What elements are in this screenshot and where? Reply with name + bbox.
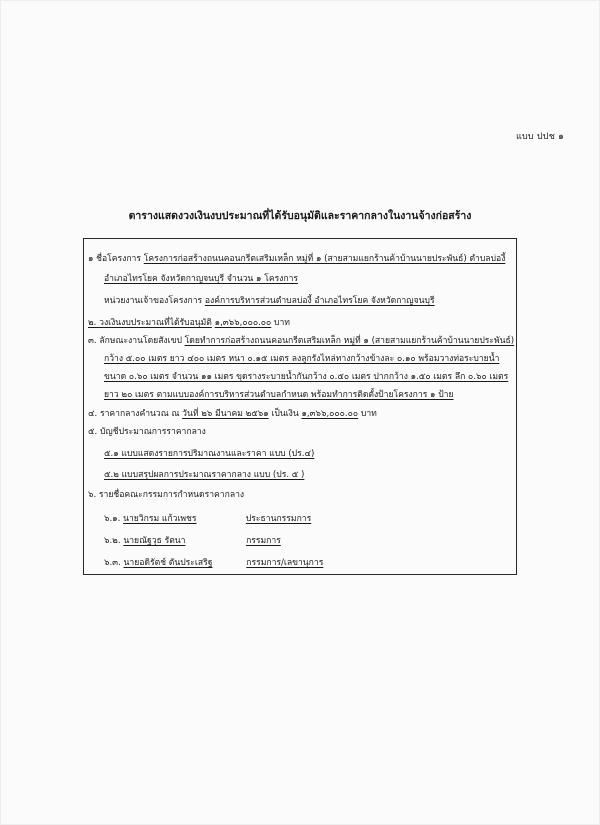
agency-label: หน่วยงานเจ้าของโครงการ [104, 296, 203, 306]
scope-label: ๓. ลักษณะงานโดยสังเขป [88, 336, 182, 346]
committee-label: ๖. รายชื่อคณะกรรมการกำหนดราคากลาง [88, 490, 245, 500]
median-price-date: วันที่ ๒๖ มีนาคม ๒๕๖๑ [182, 409, 269, 419]
committee-member [104, 536, 281, 547]
item1-line2: อำเภอไทรโยค จังหวัดกาญจนบุรี จำนวน ๑ โครงการ [104, 274, 299, 284]
member-no: ๖.๑. [104, 514, 121, 524]
member-no: ๖.๒. [104, 536, 121, 546]
member-name: นายณัฐวุธ รัตนา [123, 536, 186, 546]
budget-label: ๒. วงเงินงบประมาณที่ได้รับอนุมัติ [88, 318, 212, 328]
scope-text-2: กว้าง ๕.๐๐ เมตร ยาว ๔๐๐ เมตร หนา ๐.๑๕ เมตร ลงลูกรังไหล่ทางกว้างข้างละ ๐.๑๐ พร้อมวางท่อระบายน้ำ [104, 354, 500, 364]
project-name: โครงการก่อสร้างถนนคอนกรีตเสริมเหล็ก หมู่ที่ ๑ (สายสามแยกร้านค้าบ้านนายประพันธ์) ตำบลบ่องี้ [143, 254, 506, 264]
scope-line1 [88, 336, 514, 347]
price-list-sub2: ๕.๒ แบบสรุปผลการประมาณราคากลาง แบบ (ปร. ๕ ) [104, 470, 305, 480]
member-role: ประธานกรรมการ [245, 514, 312, 524]
agency-line [104, 296, 435, 307]
median-price-line [88, 409, 377, 420]
median-price-label: ๔. ราคากลางคำนวณ ณ [88, 409, 180, 419]
budget-value: ๑,๓๖๖,๐๐๐.๐๐ [214, 318, 272, 328]
scope-text-3: ขนาด ๐.๖๐ เมตร จำนวน ๑๑ เมตร ขุดรางระบายน้ำกันกว้าง ๐.๕๐ เมตร ปากกว้าง ๑.๕๐ เมตร ลึก ๐.๖๐ เมตร [104, 372, 509, 382]
budget-unit: บาท [274, 318, 290, 328]
form-code: แบบ ปปช ๑ [516, 132, 564, 142]
median-price-amount: ๑,๓๖๖,๐๐๐.๐๐ [301, 409, 359, 419]
median-price-amount-label: เป็นเงิน [271, 409, 299, 419]
agency-value: องค์การบริหารส่วนตำบลบ่องี้ อำเภอไทรโยค จังหวัดกาญจนบุรี [204, 296, 435, 306]
budget-line [88, 318, 290, 329]
median-price-unit: บาท [360, 409, 377, 419]
committee-member [104, 558, 323, 569]
page-title: ตารางแสดงวงเงินงบประมาณที่ได้รับอนุมัติและราคากลางในงานจ้างก่อสร้าง [128, 210, 472, 222]
member-name: นายวิกรม แก้วเพชร [123, 514, 197, 524]
scope-text-1: โดยทำการก่อสร้างถนนคอนกรีตเสริมเหล็ก หมู่ที่ ๑ (สายสามแยกร้านค้าบ้านนายประพันธ์) [184, 336, 515, 346]
member-name: นายอดิรัตช์ ตันประเสริฐ [123, 558, 213, 568]
committee-member [104, 514, 311, 525]
member-role: กรรมการ/เลขานุการ [246, 558, 324, 568]
content-box [83, 238, 517, 575]
item1-prefix: ๑ ชื่อโครงการ [88, 254, 142, 264]
member-role: กรรมการ [246, 536, 281, 546]
price-list-label: ๕. บัญชีประมาณการราคากลาง [88, 427, 206, 437]
item1-line1 [88, 254, 505, 265]
member-no: ๖.๓. [104, 558, 121, 568]
price-list-sub1: ๕.๑ แบบแสดงรายการปริมาณงานและราคา แบบ (ปร.๔) [104, 449, 315, 459]
scope-text-4: ยาว ๒๐ เมตร ตามแบบองค์การบริหารส่วนตำบลกำหนด พร้อมทำการติดตั้งป้ายโครงการ ๑ ป้าย [104, 390, 454, 400]
